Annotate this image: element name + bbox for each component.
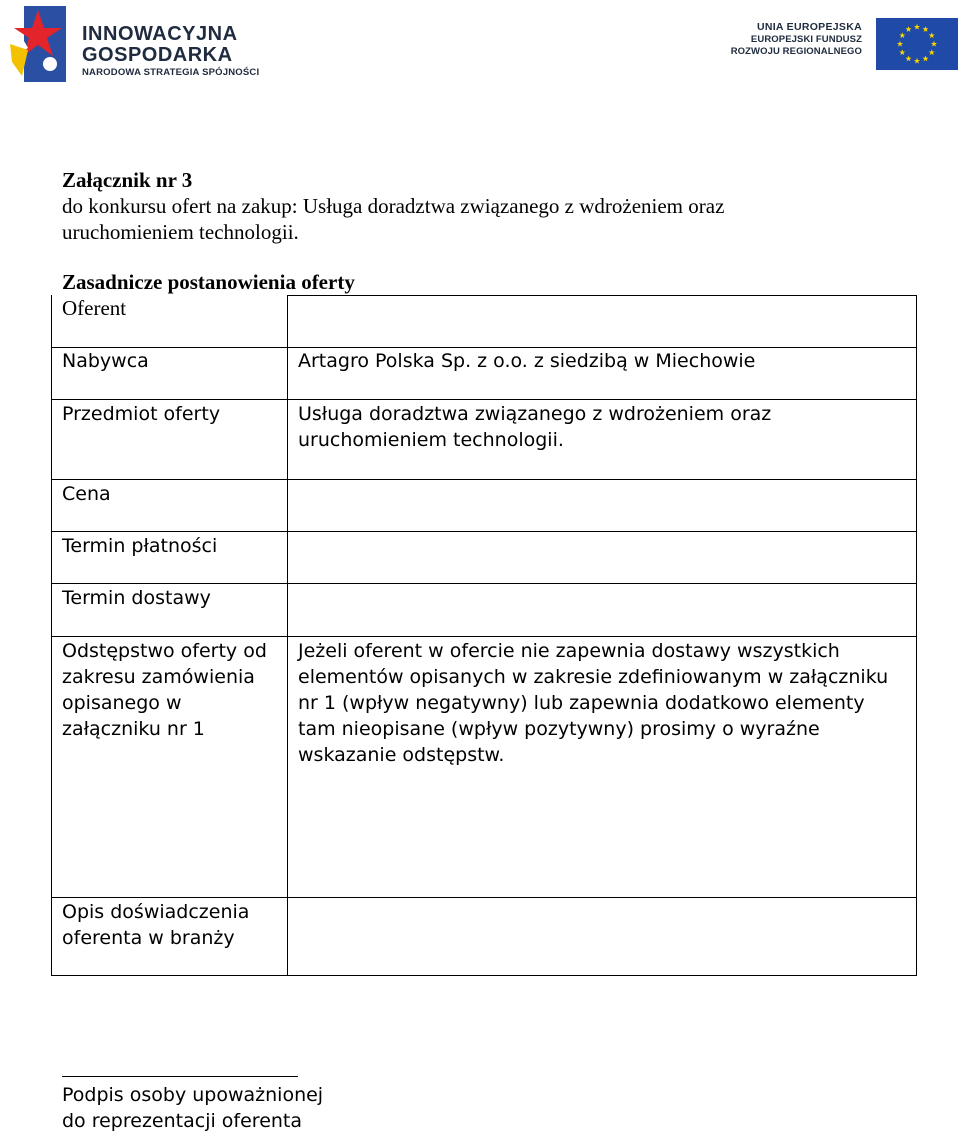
row-value-nabywca: Artagro Polska Sp. z o.o. z siedzibą w Miechowie <box>298 350 756 372</box>
eu-logo-line1: UNIA EUROPEJSKA <box>756 21 862 33</box>
row-label-cena: Cena <box>62 483 111 505</box>
table-border-top <box>287 295 917 296</box>
table-row-divider <box>51 897 917 898</box>
row-value-odstepstwo: Jeżeli oferent w ofercie nie zapewnia dostawy wszystkich elementów opisanych w zakresie zdefiniowanym w załączniku nr 1 (wpływ negatywny) lub zapewnia dodatkowo elementy tam nieopisane (wpływ pozytywny) prosimy o wyraźne wskazanie odstępstw. <box>298 640 889 766</box>
row-label-odstepstwo: Odstępstwo oferty od zakresu zamówienia opisanego w załączniku nr 1 <box>62 640 267 740</box>
eu-logo-line3: ROZWOJU REGIONALNEGO <box>730 46 862 57</box>
table-row-divider <box>51 479 917 480</box>
row-label-nabywca: Nabywca <box>62 350 149 372</box>
table-border-bottom <box>51 975 917 976</box>
innowacyjna-gospodarka-logo <box>6 4 266 84</box>
intro-line1: do konkursu ofert na zakup: Usługa doradztwa związanego z wdrożeniem oraz <box>62 194 725 218</box>
table-row-divider <box>51 636 917 637</box>
row-label-przedmiot: Przedmiot oferty <box>62 403 221 425</box>
signature-line2: do reprezentacji oferenta <box>62 1110 303 1132</box>
logo-line2: GOSPODARKA <box>82 44 233 66</box>
document-intro <box>62 167 882 245</box>
star-logo-icon <box>6 4 68 84</box>
eu-logo-line2: EUROPEJSKI FUNDUSZ <box>750 34 862 45</box>
row-label-termin-dostawy: Termin dostawy <box>62 587 211 609</box>
intro-line2: uruchomieniem technologii. <box>62 220 299 244</box>
signature-caption <box>62 1082 323 1134</box>
logo-text <box>82 24 259 80</box>
oferent-label: Oferent <box>62 296 127 320</box>
table-row-divider <box>51 399 917 400</box>
row-value-przedmiot: Usługa doradztwa związanego z wdrożeniem oraz uruchomieniem technologii. <box>298 403 772 451</box>
eu-flag-icon <box>876 18 958 70</box>
eu-logo <box>726 18 958 70</box>
logo-line1: INNOWACYJNA <box>82 23 238 45</box>
attachment-title: Załącznik nr 3 <box>62 168 193 192</box>
eu-logo-text <box>731 20 862 58</box>
logo-line3: NARODOWA STRATEGIA SPÓJNOŚCI <box>82 67 260 78</box>
row-label-opis-doswiadczenia: Opis doświadczenia oferenta w branży <box>62 901 250 949</box>
table-row-divider <box>51 531 917 532</box>
signature-line <box>62 1076 298 1077</box>
signature-line1: Podpis osoby upoważnionej <box>62 1084 324 1106</box>
row-label-termin-platnosci: Termin płatności <box>62 535 218 557</box>
section-title: Zasadnicze postanowienia oferty <box>62 270 355 294</box>
table-row-divider <box>51 583 917 584</box>
